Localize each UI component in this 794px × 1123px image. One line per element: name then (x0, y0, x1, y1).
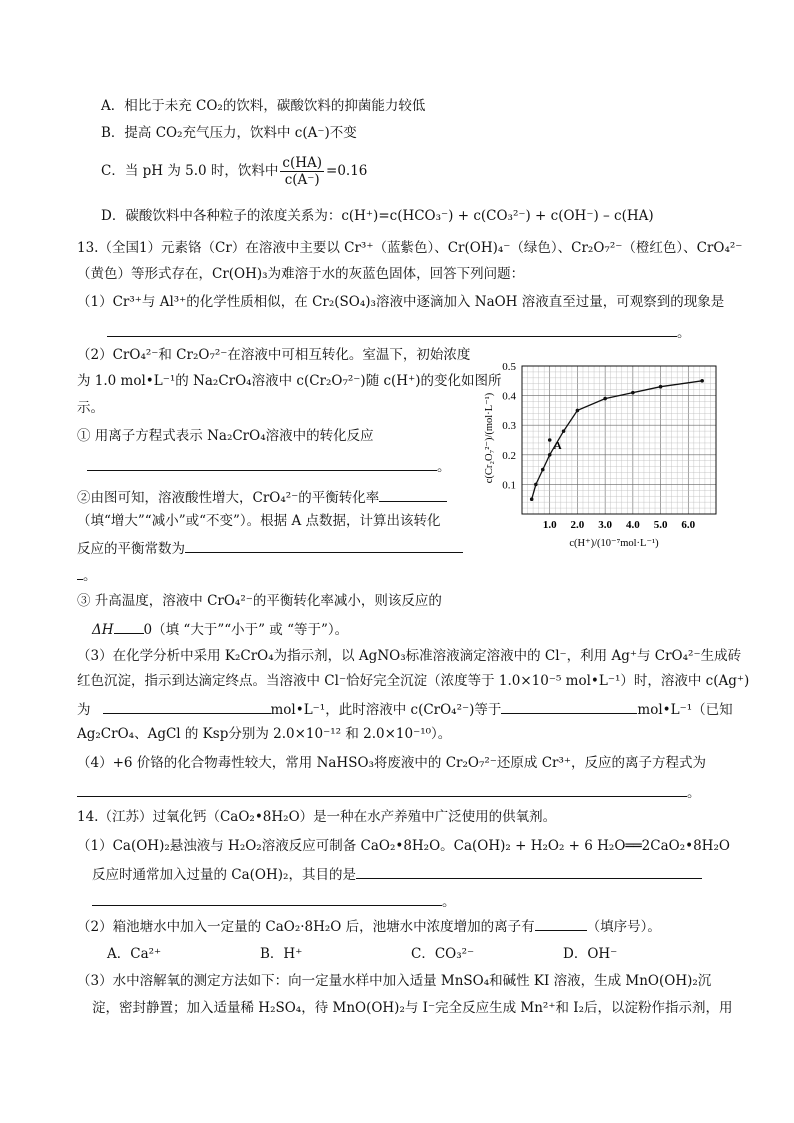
q13-part4-answer (77, 782, 701, 802)
answer-blank[interactable] (114, 619, 144, 634)
answer-blank[interactable] (107, 322, 677, 337)
x-axis-label: c(H⁺)/(10⁻⁷mol·L⁻¹) (569, 538, 659, 549)
q13-part2-ii-line2: （填“增大”“减小”或“不变”）。根据 A 点数据，计算出该转化 (77, 513, 441, 529)
q14-part2-text: （2）箱池塘水中加入一定量的 CaO₂·8H₂O 后，池塘水中浓度增加的离子有 (77, 919, 535, 935)
point-a-label: A (553, 440, 562, 452)
data-point (659, 385, 663, 389)
y-tick-label: 0.2 (502, 449, 516, 462)
q12-option-c-value: =0.16 (326, 163, 368, 179)
q14-part1-answer (92, 891, 456, 911)
delta-h: ΔH (92, 622, 114, 638)
y-tick-label: 0.1 (502, 479, 516, 492)
q13-part1: （1）Cr³⁺与 Al³⁺的化学性质相似，在 Cr₂(SO₄)₃溶液中逐滴加入 NaOH 溶液直至过量，可观察到的现象是 (77, 294, 725, 310)
q13-part3-line3 (77, 699, 733, 719)
q13-part3-line2: 红色沉淀，指示到达滴定终点。当溶液中 Cl⁻恰好完全沉淀（浓度等于 1.0×10⁻⁵ mol•L⁻¹）时，溶液中 c(Ag⁺) (77, 673, 750, 689)
data-point (603, 397, 607, 401)
y-tick-labels (502, 361, 516, 491)
q13-part2-line3: 示。 (77, 400, 104, 416)
q12-fraction (280, 155, 324, 188)
q13-part2-iii-line2 (92, 619, 348, 639)
data-point (631, 391, 635, 395)
answer-blank[interactable] (77, 782, 687, 797)
data-point (534, 483, 538, 487)
y-tick-label: 0.4 (502, 390, 516, 403)
data-point (700, 379, 704, 383)
q13-stem-line1: 13.（全国1）元素铬（Cr）在溶液中主要以 Cr³⁺（蓝紫色）、Cr(OH)₄⁻（绿色）、Cr₂O₇²⁻（橙红色）、CrO₄²⁻ (77, 240, 743, 256)
q13-part2-ii-line3 (77, 538, 463, 558)
q13-part2-ii-answer-end (77, 565, 97, 585)
cr2o7-concentration-chart (478, 352, 738, 554)
q14-part2-text-end: （填序号）。 (586, 919, 661, 935)
q14-part1-text: 反应时通常加入过量的 Ca(OH)₂，其目的是 (92, 867, 356, 883)
answer-blank[interactable] (535, 916, 587, 931)
data-point (548, 453, 552, 457)
punct: 。 (677, 325, 691, 341)
answer-blank[interactable] (92, 891, 442, 906)
data-point (530, 497, 534, 501)
q13-part2-line1: （2）CrO₄²⁻和 Cr₂O₇²⁻在溶液中可相互转化。室温下，初始浓度 (77, 347, 471, 363)
q12-option-b: B．提高 CO₂充气压力，饮料中 c(A⁻)不变 (101, 125, 357, 141)
q13-part2-ii-text3: 反应的平衡常数为 (77, 541, 185, 557)
answer-blank[interactable] (501, 699, 637, 714)
q14-option-c: C．CO₃²⁻ (411, 946, 475, 962)
punct: 。 (437, 459, 451, 475)
q13-part2-line2: 为 1.0 mol•L⁻¹的 Na₂CrO₄溶液中 c(Cr₂O₇²⁻)随 c(H⁺)的变化如图所 (77, 373, 502, 389)
q12-option-d: D．碳酸饮料中各种粒子的浓度关系为：c(H⁺)=c(HCO₃⁻) + c(CO₃²⁻) + c(OH⁻) – c(HA) (101, 208, 654, 224)
x-tick-label: 4.0 (625, 519, 640, 531)
answer-blank[interactable] (356, 864, 702, 879)
punct: 。 (83, 568, 97, 584)
x-tick-label: 6.0 (681, 519, 696, 531)
q14-part3-line1: （3）水中溶解氧的测定方法如下：向一定量水样中加入适量 MnSO₄和碱性 KI 溶液，生成 MnO(OH)₂沉 (77, 973, 712, 989)
q14-option-b: B．H⁺ (260, 946, 303, 962)
answer-blank[interactable] (87, 456, 437, 471)
y-tick-label: 0.5 (502, 361, 516, 373)
q12-fraction-numerator: c(HA) (282, 155, 323, 171)
punct: 。 (687, 785, 701, 801)
y-axis-label: c(Cr₂O₇²⁻)/(mol·L⁻¹) (484, 392, 495, 484)
answer-blank[interactable] (379, 487, 447, 502)
q13-part3-text-a: 为 (77, 702, 91, 718)
q14-option-d: D．OH⁻ (563, 946, 618, 962)
punct: 。 (442, 894, 456, 910)
q13-part3-text-b: mol•L⁻¹，此时溶液中 c(CrO₄²⁻)等于 (270, 702, 502, 718)
q13-part2-i-answer (87, 456, 451, 476)
q14-option-a: A．Ca²⁺ (107, 946, 162, 962)
q13-part2-ii-line1 (77, 487, 447, 507)
q13-part2-i: ① 用离子方程式表示 Na₂CrO₄溶液中的转化反应 (77, 428, 374, 444)
data-points (530, 379, 704, 501)
q13-stem-line2: （黄色）等形式存在，Cr(OH)₃为难溶于水的灰蓝色固体，回答下列问题： (77, 266, 525, 282)
x-tick-label: 1.0 (542, 519, 557, 531)
q13-part1-answer (107, 322, 691, 342)
answer-blank[interactable] (103, 699, 271, 714)
q12-fraction-denominator: c(A⁻) (284, 172, 320, 188)
q13-part3-text-c: mol•L⁻¹（已知 (637, 702, 733, 718)
x-tick-label: 5.0 (653, 519, 668, 531)
q13-part2-iii-text: 0（填 “大于”“小于” 或 “等于”）。 (143, 622, 349, 638)
q13-part2-iii-line1: ③ 升高温度，溶液中 CrO₄²⁻的平衡转化率减小，则该反应的 (77, 593, 442, 609)
data-point (562, 429, 566, 433)
q14-part3-line2: 淀，密封静置；加入适量稀 H₂SO₄，待 MnO(OH)₂与 I⁻完全反应生成 Mn²⁺和 I₂后，以淀粉作指示剂，用 (92, 1000, 733, 1016)
x-tick-labels (543, 519, 696, 531)
q12-option-c-text: C．当 pH 为 5.0 时，饮料中 (101, 163, 279, 179)
q14-stem: 14.（江苏）过氧化钙（CaO₂•8H₂O）是一种在水产养殖中广泛使用的供氧剂。 (77, 809, 557, 825)
data-point (576, 409, 580, 413)
q14-part1-line2 (92, 864, 702, 884)
q14-part2 (77, 916, 661, 936)
x-tick-label: 3.0 (598, 519, 613, 531)
data-point (541, 468, 545, 472)
q14-part1-line1: （1）Ca(OH)₂悬浊液与 H₂O₂溶液反应可制备 CaO₂•8H₂O。Ca(OH)₂ + H₂O₂ + 6 H₂O══2CaO₂•8H₂O (77, 838, 730, 854)
answer-blank[interactable] (185, 538, 463, 553)
q12-option-a: A．相比于未充 CO₂的饮料，碳酸饮料的抑菌能力较低 (101, 98, 426, 114)
q13-part3-line4: Ag₂CrO₄、AgCl 的 Ksp分别为 2.0×10⁻¹² 和 2.0×10⁻¹⁰）。 (77, 726, 452, 742)
q13-part2-ii-text: ②由图可知，溶液酸性增大，CrO₄²⁻的平衡转化率 (77, 490, 380, 506)
q12-option-c (101, 152, 367, 190)
x-tick-label: 2.0 (570, 519, 585, 531)
q13-part3-line1: （3）在化学分析中采用 K₂CrO₄为指示剂，以 AgNO₃标准溶液滴定溶液中的 Cl⁻，利用 Ag⁺与 CrO₄²⁻生成砖 (77, 648, 742, 664)
y-tick-label: 0.3 (502, 420, 516, 433)
q13-part4: （4）+6 价铬的化合物毒性较大，常用 NaHSO₃将废液中的 Cr₂O₇²⁻还原成 Cr³⁺，反应的离子方程式为 (77, 755, 707, 771)
point-a-marker (548, 438, 552, 442)
